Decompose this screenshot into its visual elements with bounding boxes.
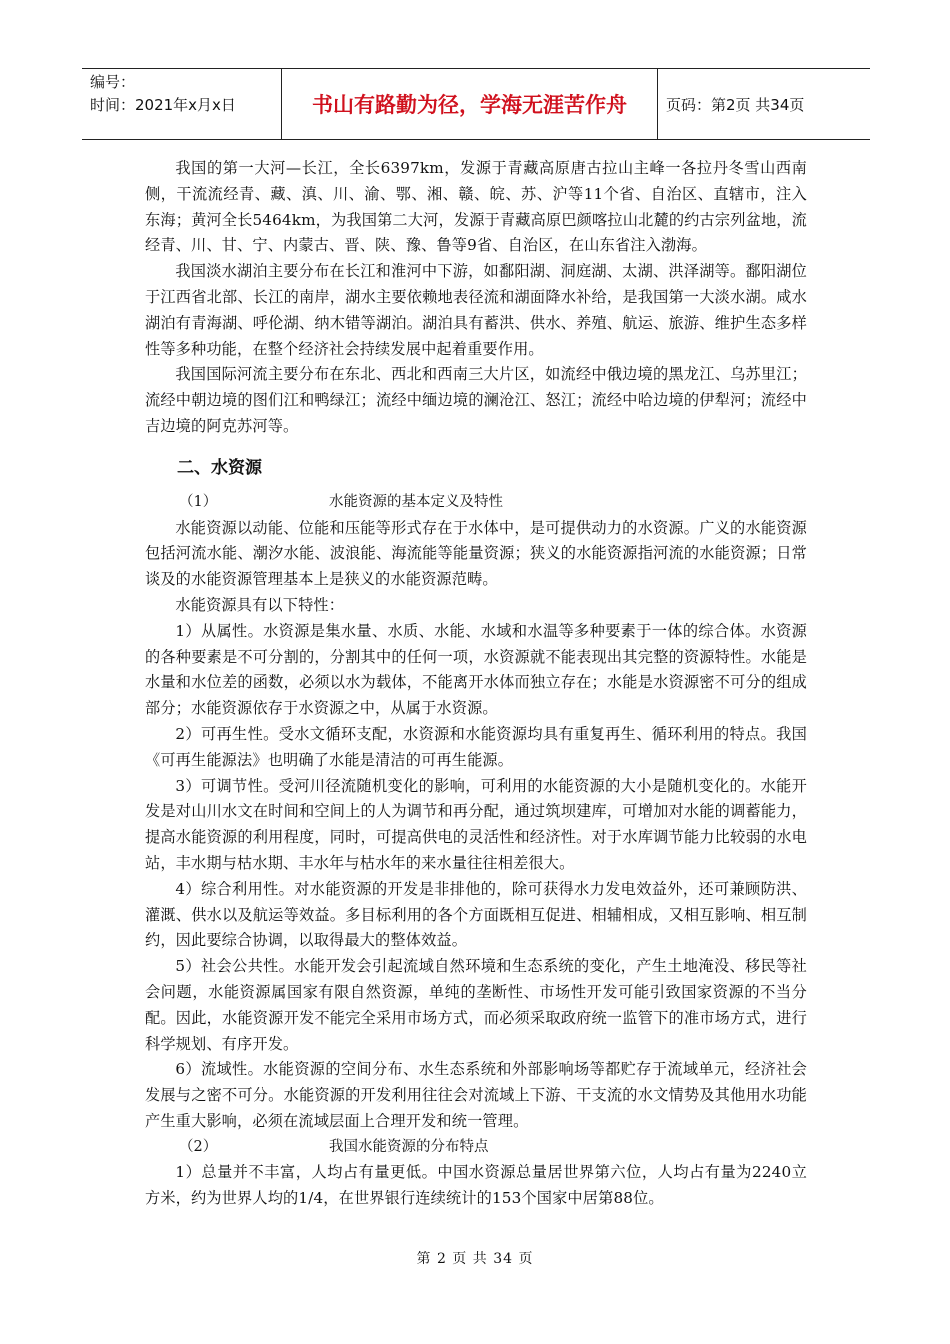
subsection-number: （2）	[179, 1138, 218, 1155]
subsection-heading	[145, 490, 807, 516]
paragraph: 6）流域性。水能资源的空间分布、水生态系统和外部影响场等都贮存于流域单元，经济社会发展与之密不可分。水能资源的开发利用往往会对流域上下游、干支流的水文情势及其他用水功能产生重大影响，必须在流域层面上合理开发和统一管理。	[145, 1060, 807, 1130]
paragraph: 我国国际河流主要分布在东北、西北和西南三大片区，如流经中俄边境的黑龙江、乌苏里江；流经中朝边境的图们江和鸭绿江；流经中缅边境的澜沧江、怒江；流经中哈边境的伊犁河；流经中吉边境的阿克苏河等。	[145, 365, 807, 435]
subsection-number: （1）	[179, 493, 218, 510]
paragraph: 1）总量并不丰富，人均占有量更低。中国水资源总量居世界第六位，人均占有量为2240立方米，约为世界人均的1/4，在世界银行连续统计的153个国家中居第88位。	[145, 1163, 807, 1208]
document-number-label: 编号：	[90, 73, 136, 91]
document-time-label: 时间：2021年x月x日	[90, 96, 236, 114]
document-body	[145, 156, 807, 1212]
header-motto: 书山有路勤为径，学海无涯苦作舟	[282, 69, 658, 139]
paragraph: 水能资源以动能、位能和压能等形式存在于水体中，是可提供动力的水资源。广义的水能资源包括河流水能、潮汐水能、波浪能、海流能等能量资源；狭义的水能资源指河流的水能资源；日常谈及的水能资源管理基本上是狭义的水能资源范畴。	[145, 518, 807, 589]
header-page-info: 页码：第2页 共34页	[666, 95, 805, 114]
paragraph: 我国淡水湖泊主要分布在长江和淮河中下游，如鄱阳湖、洞庭湖、太湖、洪泽湖等。鄱阳湖位于江西省北部、长江的南岸，湖水主要依赖地表径流和湖面降水补给，是我国第一大淡水湖。咸水湖泊有青海湖、呼伦湖、纳木错等湖泊。湖泊具有蓄洪、供水、养殖、航运、旅游、维护生态多样性等多种功能，在整个经济社会持续发展中起着重要作用。	[145, 262, 807, 358]
page-header	[82, 68, 870, 140]
subsection-heading	[145, 1135, 807, 1161]
page-footer: 第 2 页 共 34 页	[416, 1251, 534, 1267]
subsection-title: 水能资源的基本定义及特性	[329, 493, 503, 510]
section-title: 二、水资源	[177, 457, 262, 478]
subsection-title: 我国水能资源的分布特点	[329, 1138, 489, 1155]
paragraph: 水能资源具有以下特性：	[175, 595, 345, 614]
paragraph: 2）可再生性。受水文循环支配，水资源和水能资源均具有重复再生、循环利用的特点。我国《可再生能源法》也明确了水能是清洁的可再生能源。	[145, 724, 807, 769]
paragraph: 3）可调节性。受河川径流随机变化的影响，可利用的水能资源的大小是随机变化的。水能开发是对山川水文在时间和空间上的人为调节和再分配，通过筑坝建库，可增加对水能的调蓄能力，提高水能资源的利用程度，同时，可提高供电的灵活性和经济性。对于水库调节能力比较弱的水电站，丰水期与枯水期、丰水年与枯水年的来水量往往相差很大。	[145, 776, 807, 872]
paragraph: 5）社会公共性。水能开发会引起流域自然环境和生态系统的变化，产生土地淹没、移民等社会问题，水能资源属国家有限自然资源，单纯的垄断性、市场性开发可能引致国家资源的不当分配。因此，水能资源开发不能完全采用市场方式，而必须采取政府统一监管下的准市场方式，进行科学规划、有序开发。	[145, 957, 807, 1053]
paragraph: 4）综合利用性。对水能资源的开发是非排他的，除可获得水力发电效益外，还可兼顾防洪、灌溉、供水以及航运等效益。多目标利用的各个方面既相互促进、相辅相成，又相互影响、相互制约，因此要综合协调，以取得最大的整体效益。	[145, 879, 807, 950]
paragraph: 1）从属性。水资源是集水量、水质、水能、水域和水温等多种要素于一体的综合体。水资源的各种要素是不可分割的，分割其中的任何一项，水资源就不能表现出其完整的资源特性。水能是水量和水位差的函数，必须以水为载体，不能离开水体而独立存在；水能是水资源密不可分的组成部分；水能资源依存于水资源之中，从属于水资源。	[145, 621, 807, 718]
header-left-cell	[82, 69, 282, 139]
paragraph: 我国的第一大河—长江，全长6397km，发源于青藏高原唐古拉山主峰一各拉丹冬雪山西南侧，干流流经青、藏、滇、川、渝、鄂、湘、赣、皖、苏、沪等11个省、自治区、直辖市，注入东海；黄河全长5464km，为我国第二大河，发源于青藏高原巴颜喀拉山北麓的约古宗列盆地，流经青、川、甘、宁、内蒙古、晋、陕、豫、鲁等9省、自治区，在山东省注入渤海。	[145, 159, 807, 255]
